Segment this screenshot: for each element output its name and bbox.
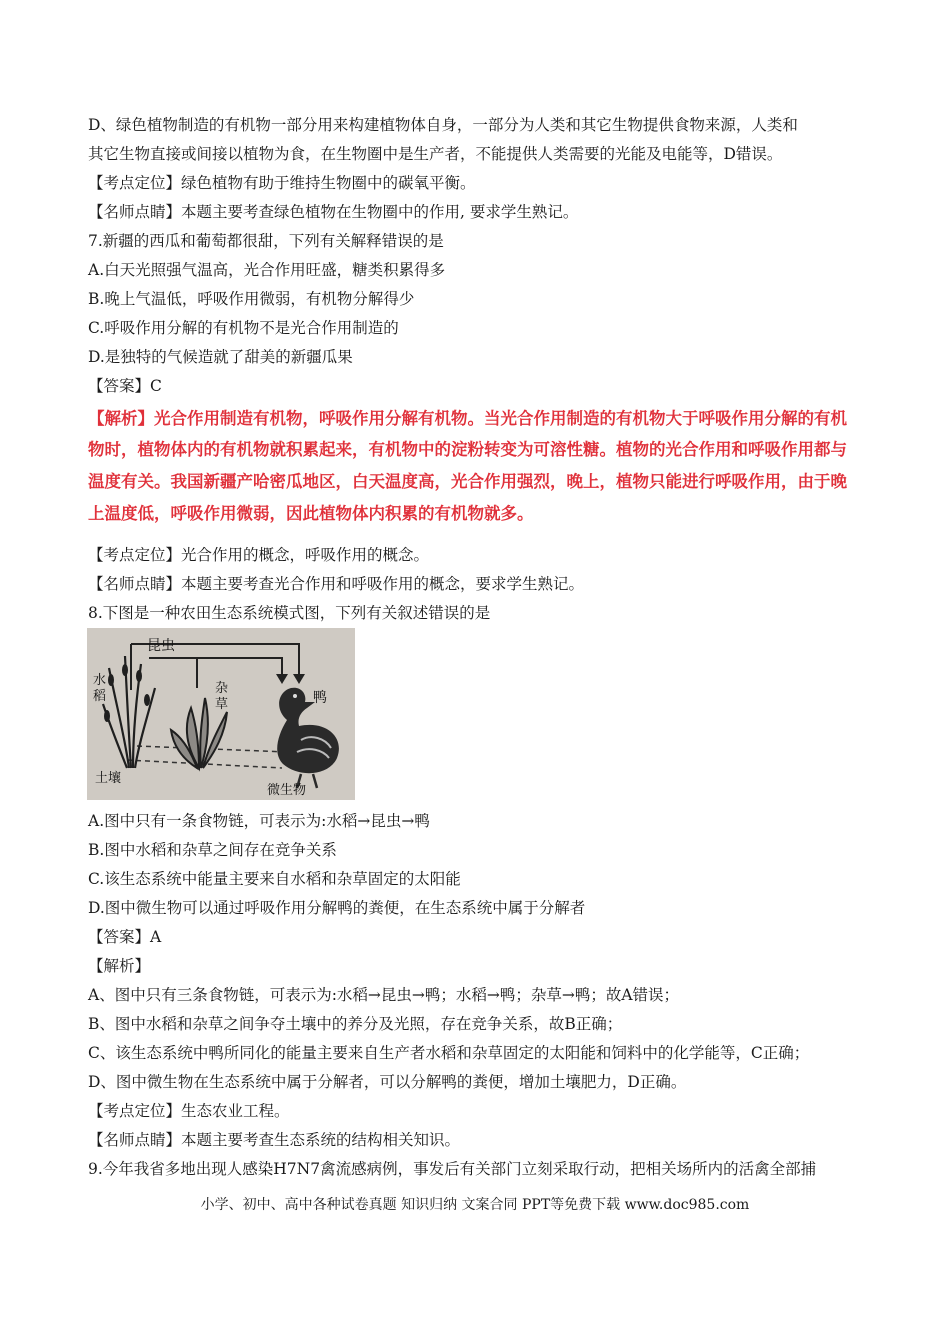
label-rice-1: 水 xyxy=(93,673,107,688)
teacher-note-line: 【名师点睛】本题主要考查光合作用和呼吸作用的概念，要求学生熟记。 xyxy=(88,575,585,593)
answer-line: 【答案】A xyxy=(88,928,162,946)
teacher-note-line: 【名师点睛】本题主要考查绿色植物在生物圈中的作用, 要求学生熟记。 xyxy=(88,203,579,221)
option-b: B.图中水稻和杂草之间存在竞争关系 xyxy=(88,841,337,859)
option-b: B.晚上气温低，呼吸作用微弱，有机物分解得少 xyxy=(88,290,415,308)
text-line: 其它生物直接或间接以植物为食，在生物圈中是生产者，不能提供人类需要的光能及电能等，D错误。 xyxy=(88,145,783,163)
analysis-red-line: 温度有关。我国新疆产哈密瓜地区，白天温度高，光合作用强烈，晚上，植物只能进行呼吸作用，由于晚 xyxy=(88,472,847,491)
key-point-line: 【考点定位】生态农业工程。 xyxy=(88,1102,290,1120)
ecosystem-diagram xyxy=(87,628,355,800)
analysis-red-line: 物时，植物体内的有机物就积累起来，有机物中的淀粉转变为可溶性糖。植物的光合作用和呼吸作用都与 xyxy=(88,440,847,459)
answer-line: 【答案】C xyxy=(88,377,162,395)
analysis-heading: 【解析】 xyxy=(88,957,151,975)
option-c: C.该生态系统中能量主要来自水稻和杂草固定的太阳能 xyxy=(88,870,461,888)
analysis-line: C、该生态系统中鸭所同化的能量主要来自生产者水稻和杂草固定的太阳能和饲料中的化学能等，C正确； xyxy=(88,1044,810,1062)
question-9: 9.今年我省多地出现人感染H7N7禽流感病例，事发后有关部门立刻采取行动，把相关场所内的活禽全部捕 xyxy=(88,1160,817,1178)
text-line: D、绿色植物制造的有机物一部分用来构建植物体自身，一部分为人类和其它生物提供食物来源，人类和 xyxy=(88,116,798,134)
label-rice-2: 稻 xyxy=(93,689,107,704)
question-7: 7.新疆的西瓜和葡萄都很甜，下列有关解释错误的是 xyxy=(88,232,444,250)
teacher-note-line: 【名师点睛】本题主要考查生态系统的结构相关知识。 xyxy=(88,1131,461,1149)
key-point-line: 【考点定位】光合作用的概念，呼吸作用的概念。 xyxy=(88,546,430,564)
label-microbe: 微生物 xyxy=(267,783,307,798)
analysis-red-line: 【解析】光合作用制造有机物，呼吸作用分解有机物。当光合作用制造的有机物大于呼吸作用分解的有机 xyxy=(88,409,847,428)
analysis-line: D、图中微生物在生态系统中属于分解者，可以分解鸭的粪便，增加土壤肥力，D正确。 xyxy=(88,1073,687,1091)
question-8: 8.下图是一种农田生态系统模式图，下列有关叙述错误的是 xyxy=(88,604,491,622)
option-d: D.是独特的气候造就了甜美的新疆瓜果 xyxy=(88,348,353,366)
option-a: A.图中只有一条食物链，可表示为:水稻→昆虫→鸭 xyxy=(88,812,430,830)
option-d: D.图中微生物可以通过呼吸作用分解鸭的粪便，在生态系统中属于分解者 xyxy=(88,899,586,917)
label-soil: 土壤 xyxy=(95,771,122,786)
option-a: A.白天光照强气温高，光合作用旺盛，糖类积累得多 xyxy=(88,261,446,279)
label-weed-1: 杂 xyxy=(215,681,229,696)
label-weed-2: 草 xyxy=(215,697,229,712)
analysis-line: A、图中只有三条食物链，可表示为:水稻→昆虫→鸭；水稻→鸭；杂草→鸭；故A错误； xyxy=(88,986,680,1004)
label-duck: 鸭 xyxy=(313,690,327,706)
analysis-red-line: 上温度低，呼吸作用微弱，因此植物体内积累的有机物就多。 xyxy=(88,504,534,523)
option-c: C.呼吸作用分解的有机物不是光合作用制造的 xyxy=(88,319,399,337)
label-insect: 昆虫 xyxy=(147,638,175,654)
analysis-line: B、图中水稻和杂草之间争夺土壤中的养分及光照，存在竞争关系，故B正确； xyxy=(88,1015,623,1033)
page-footer: 小学、初中、高中各种试卷真题 知识归纳 文案合同 PPT等免费下载 www.doc985.com xyxy=(200,1197,750,1213)
key-point-line: 【考点定位】绿色植物有助于维持生物圈中的碳氧平衡。 xyxy=(88,174,476,192)
